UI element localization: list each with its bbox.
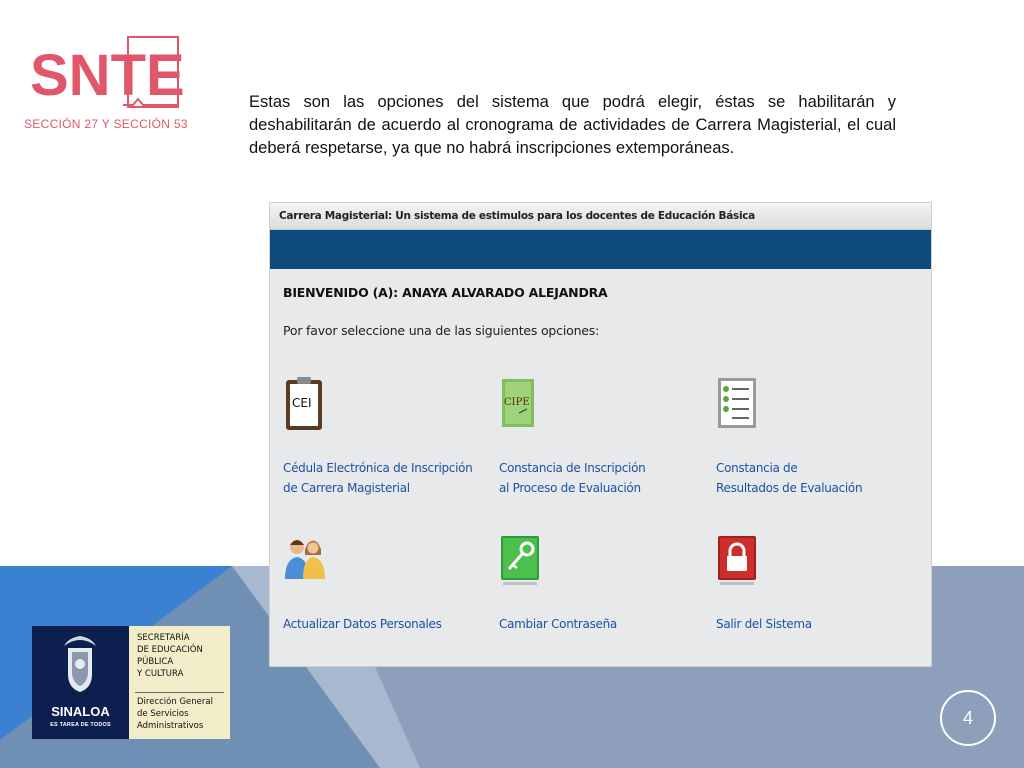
app-screenshot <box>269 202 932 667</box>
lock-icon <box>716 533 760 589</box>
secretaria-text: SECRETARÍA DE EDUCACIÓN PÚBLICA Y CULTURA <box>137 633 203 679</box>
logo-subtitle: SECCIÓN 27 Y SECCIÓN 53 <box>24 117 188 131</box>
option-cedula-inscripcion[interactable] <box>283 375 483 500</box>
snte-logo <box>28 35 188 115</box>
option-label[interactable]: Constancia de Resultados de Evaluación <box>716 461 863 495</box>
secretaria-panel <box>129 626 230 739</box>
page-number: 4 <box>940 690 996 746</box>
clipboard-icon <box>283 375 327 431</box>
key-icon <box>499 533 543 589</box>
sinaloa-tagline: ES TAREA DE TODOS <box>50 722 111 728</box>
welcome-text: BIENVENIDO (A): ANAYA ALVARADO ALEJANDRA <box>283 285 608 300</box>
svg-text:CEI: CEI <box>292 396 312 410</box>
checklist-icon <box>716 375 760 431</box>
option-label[interactable]: Cambiar Contraseña <box>499 617 617 631</box>
option-label[interactable]: Salir del Sistema <box>716 617 812 631</box>
certificate-icon <box>499 375 543 431</box>
svg-text:SNTE: SNTE <box>30 43 185 108</box>
option-cambiar-contrasena[interactable] <box>499 533 689 638</box>
direccion-text: Dirección General de Servicios Administrativos <box>137 697 213 731</box>
sep-sinaloa-logo <box>32 626 230 739</box>
app-banner <box>270 230 931 269</box>
option-label[interactable]: Constancia de Inscripción al Proceso de Evaluación <box>499 461 646 495</box>
intro-paragraph: Estas son las opciones del sistema que podrá elegir, éstas se habilitarán y deshabilitarán de acuerdo al cronograma de actividades de Carrera Magisterial, el cual deberá respetarse, ya que no habrá inscripciones extemporáneas. <box>249 93 896 157</box>
divider <box>135 692 224 693</box>
sinaloa-wordmark: SINALOA <box>51 704 110 719</box>
option-salir[interactable] <box>716 533 906 638</box>
coat-of-arms-icon <box>60 634 100 700</box>
option-constancia-resultados[interactable] <box>716 375 906 500</box>
option-label[interactable]: Cédula Electrónica de Inscripción de Carrera Magisterial <box>283 461 473 495</box>
app-title-bar: Carrera Magisterial: Un sistema de estimulos para los docentes de Educación Básica <box>270 203 931 230</box>
users-icon <box>283 533 327 589</box>
sinaloa-panel <box>32 626 129 739</box>
option-actualizar-datos[interactable] <box>283 533 483 638</box>
option-label[interactable]: Actualizar Datos Personales <box>283 617 442 631</box>
svg-text:CIPE: CIPE <box>504 397 530 408</box>
prompt-text: Por favor seleccione una de las siguientes opciones: <box>283 323 600 338</box>
option-constancia-inscripcion[interactable] <box>499 375 689 500</box>
